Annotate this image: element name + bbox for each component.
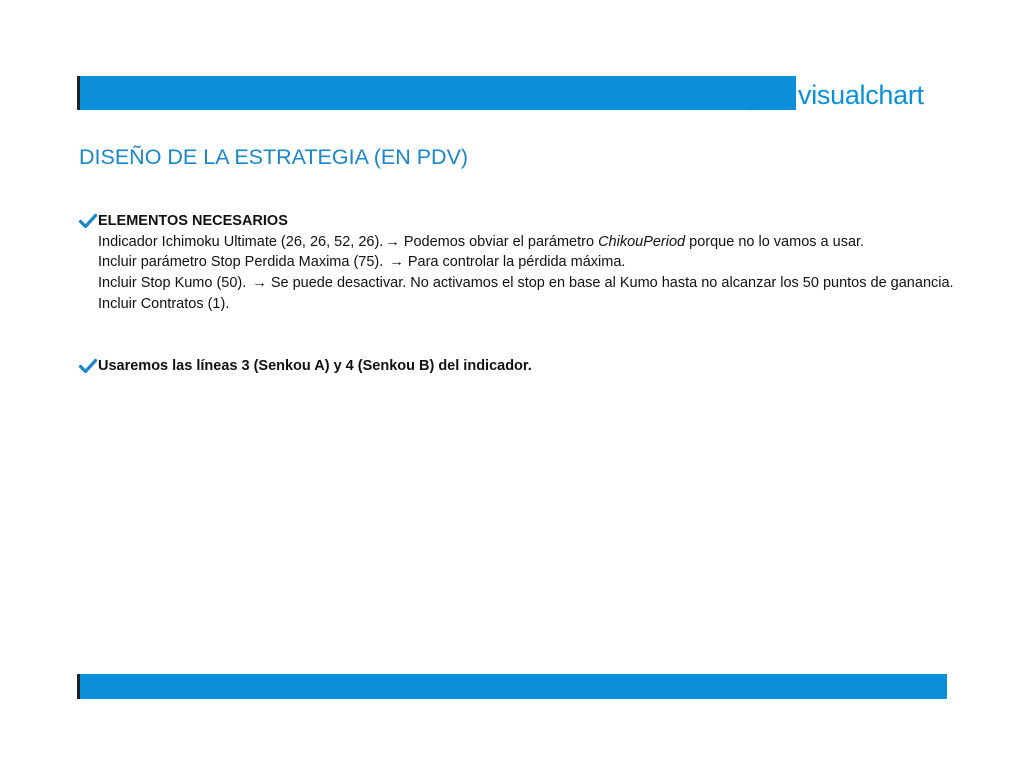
line-text: Podemos obviar el parámetro: [403, 233, 595, 250]
arrow-right-icon: →: [389, 254, 404, 271]
section-elementos: [78, 211, 958, 315]
parameter-name: ChikouPeriod: [598, 233, 686, 250]
line-text: porque no lo vamos a usar.: [689, 233, 865, 250]
line-text: Incluir Stop Kumo (50).: [98, 275, 247, 292]
body-line-3: [98, 273, 958, 294]
arrow-right-icon: →: [385, 233, 400, 250]
line-text: Incluir Contratos (1).: [98, 295, 230, 312]
visualchart-logo-icon: [742, 76, 788, 114]
line-text: Indicador Ichimoku Ultimate (26, 26, 52, 26).: [98, 233, 384, 250]
section-body: [78, 232, 958, 315]
arrow-right-icon: →: [252, 275, 267, 292]
body-line-4: [98, 294, 958, 315]
brand-logo: [742, 76, 924, 114]
line-text: Para controlar la pérdida máxima.: [407, 254, 626, 271]
body-line-2: [98, 252, 958, 273]
body-line-1: [98, 232, 958, 253]
bullet-heading-row: [78, 211, 958, 232]
section-lineas: [78, 356, 958, 377]
bullet-heading-row: [78, 356, 958, 377]
check-icon: [78, 356, 98, 376]
logo-text: visualchart: [798, 79, 924, 110]
footer-bar: [77, 674, 947, 699]
line-text: Se puede desactivar. No activamos el stop en base al Kumo hasta no alcanzar los 50 puntos de ganancia.: [270, 275, 954, 292]
check-icon: [78, 211, 98, 231]
line-text: Incluir parámetro Stop Perdida Maxima (75).: [98, 254, 384, 271]
header-bar: [77, 76, 796, 110]
section-heading: ELEMENTOS NECESARIOS: [98, 213, 288, 229]
page-title: DISEÑO DE LA ESTRATEGIA (EN PDV): [79, 145, 469, 169]
section-heading: Usaremos las líneas 3 (Senkou A) y 4 (Senkou B) del indicador.: [98, 358, 532, 374]
